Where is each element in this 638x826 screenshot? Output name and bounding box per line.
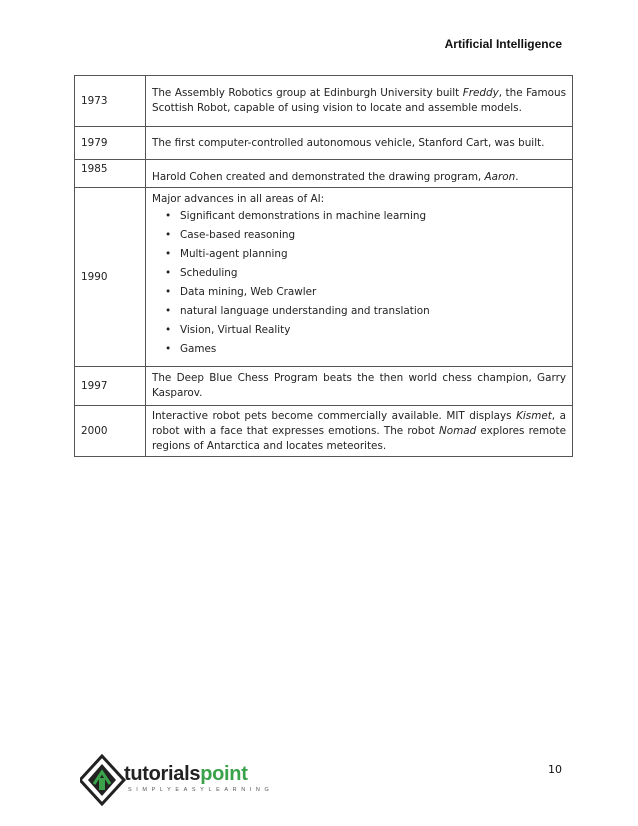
table-row [75,160,573,188]
table-row [75,127,573,160]
logo-tagline: SIMPLYEASYLEARNING [128,787,274,793]
event-cell: The Deep Blue Chess Program beats the then world chess champion, Garry Kasparov. [146,367,573,406]
list-item: • natural language understanding and translation [180,302,566,321]
table-row [75,76,573,127]
page-number: 10 [548,763,562,776]
list-item: • Games [180,340,566,359]
logo-diamond-icon [80,754,128,806]
year-cell: 1979 [75,127,146,160]
table-row [75,406,573,457]
event-cell [146,188,573,367]
event-cell: The Assembly Robotics group at Edinburgh University built Freddy, the Famous Scottish Robot, capable of using vision to locate and assemble models. [146,76,573,127]
event-cell: Interactive robot pets become commercially available. MIT displays Kismet, a robot with a face that expresses emotions. The robot Nomad explores remote regions of Antarctica and locates meteorites. [146,406,573,457]
year-cell: 1997 [75,367,146,406]
table-row [75,188,573,367]
list-item: • Scheduling [180,264,566,283]
list-item: • Case-based reasoning [180,226,566,245]
year-cell: 1973 [75,76,146,127]
advances-intro: Major advances in all areas of AI: [152,193,325,205]
logo-wordmark: tutorialspoint [124,763,248,785]
year-cell: 2000 [75,406,146,457]
list-item: • Data mining, Web Crawler [180,283,566,302]
advances-list [152,207,566,359]
year-cell: 1990 [75,188,146,367]
list-item: • Vision, Virtual Reality [180,321,566,340]
ai-history-table [74,75,573,457]
list-item: • Significant demonstrations in machine learning [180,207,566,226]
year-cell: 1985 [75,160,146,188]
event-cell: Harold Cohen created and demonstrated the drawing program, Aaron. [146,160,573,188]
list-item: • Multi-agent planning [180,245,566,264]
table-row [75,367,573,406]
tutorialspoint-logo [80,754,280,806]
event-cell: The first computer-controlled autonomous vehicle, Stanford Cart, was built. [146,127,573,160]
page-header-title: Artificial Intelligence [444,37,562,51]
